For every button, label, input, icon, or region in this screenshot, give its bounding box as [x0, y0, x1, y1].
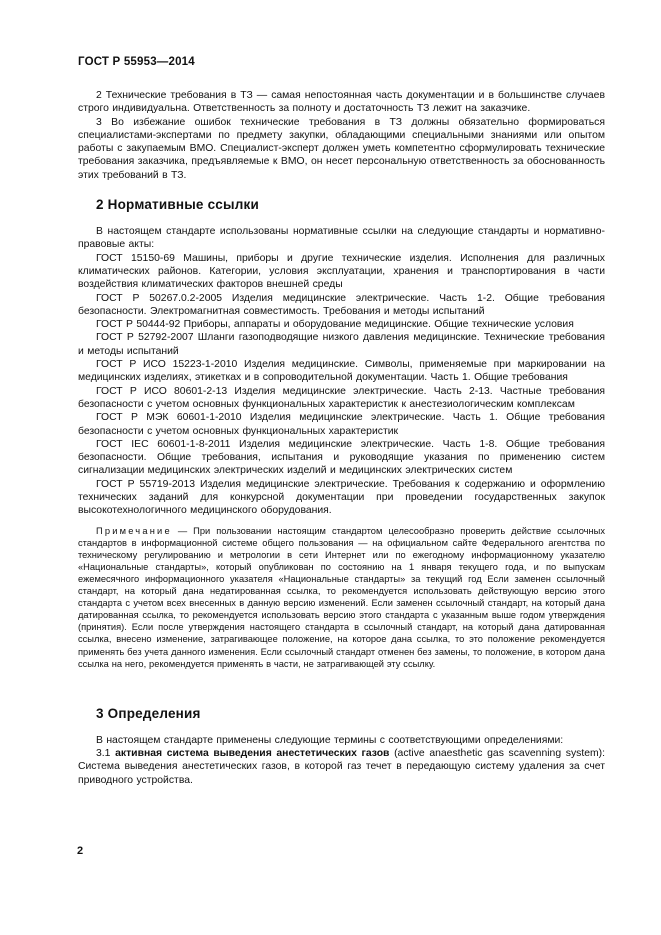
note-text: — При пользовании настоящим стандартом целесообразно проверить действие ссылочных стандартов в информационной системе общего пользования — на официальном сайте Федерального агентства по техническому регулированию и метрологии в сети Интернет или по ежегодному информационному указателю «Национальные стандарты», который опубликован по состоянию на 1 января текущего года, и по выпускам ежемесячного информационного указателя «Национальные стандарты» за текущий год Если заменен ссылочный стандарт, на который дана недатированная ссылка, то рекомендуется использовать действующую версию этого стандарта с учетом всех внесенных в данную версию изменений. Если заменен ссылочный стандарт, на который дана датированная ссылка, то рекомендуется использовать версию этого стандарта с указанным выше годом утверждения (принятия). Если после утверждения настоящего стандарта в ссылочный стандарт, на который дана датированная ссылка, внесено изменение, затрагивающее положение, на которое дана ссылка, то это положение рекомендуется применять без учета данного изменения. Если ссылочный стандарт отменен без замены, то положение, в котором дана ссылка на него, рекомендуется применять в части, не затрагивающей эту ссылку.: [78, 525, 605, 669]
intro-paragraph-2: 2 Технические требования в ТЗ — самая непостоянная часть документации и в большинстве случаев строго индивидуальна. Ответственность за полноту и достаточность ТЗ лежит на заказчике.: [78, 90, 605, 115]
term-definition-text: (active anaesthetic gas scavenning system): Система выведения анестетических газов, в которой газ течет в передающую систему удаления за счет приводного устройства.: [78, 748, 606, 786]
intro-paragraph-3: 3 Во избежание ошибок технические требования в ТЗ должны обязательно формироваться специалистами-экспертами по предмету закупки, обладающими специальными знаниями или опытом работы с закупаемым ВМО. Специалист-эксперт должен уметь компетентно сформулировать технические требования заказчика, предъявляемые к ВМО, он несет персональную ответственность за обоснованность этих требований в ТЗ.: [78, 116, 605, 181]
standard-reference: ГОСТ 15150-69 Машины, приборы и другие технические изделия. Исполнения для различных климатических районов. Категории, условия эксплуатации, хранения и транспортирования в части воздействия климатических факторов внешней среды: [78, 252, 605, 291]
section-3-intro: В настоящем стандарте применены следующие термины с соответствующими определениями:: [96, 734, 564, 746]
standard-reference: ГОСТ Р МЭК 60601-1-2010 Изделия медицинские электрические. Часть 1. Общие требования безопасности с учетом основных функциональных характеристик: [78, 412, 605, 437]
term-number: 3.1: [96, 748, 111, 760]
term-definition: [78, 747, 605, 787]
section-3-heading: 3 Определения: [96, 705, 201, 721]
standard-reference: ГОСТ Р 50267.0.2-2005 Изделия медицинские электрические. Часть 1-2. Общие требования безопасности. Электромагнитная совместимость. Требования и методы испытаний: [78, 292, 605, 317]
standard-reference: ГОСТ Р 52792-2007 Шланги газоподводящие низкого давления медицинские. Технические требования и методы испытаний: [78, 332, 605, 357]
standard-reference: ГОСТ Р ИСО 15223-1-2010 Изделия медицинские. Символы, применяемые при маркировании на медицинских изделиях, этикетках и в сопроводительной документации. Часть 1. Общие требования: [78, 359, 605, 384]
standard-reference: ГОСТ Р 55719-2013 Изделия медицинские электрические. Требования к содержанию и оформлению технических заданий для конкурсной документации при проведении государственных закупок высокотехнологичного медицинского оборудования.: [78, 478, 605, 517]
section-2-intro: В настоящем стандарте использованы нормативные ссылки на следующие стандарты и нормативно-правовые акты:: [78, 226, 605, 251]
page-number: 2: [77, 845, 84, 857]
section-2-heading: 2 Нормативные ссылки: [96, 197, 259, 213]
standard-reference: ГОСТ IEC 60601-1-8-2011 Изделия медицинские электрические. Часть 1-8. Общие требования безопасности. Общие требования, испытания и руководящие указания по применению систем сигнализации медицинских электрических изделий и медицинских электрических систем: [78, 438, 605, 477]
note-block: [78, 525, 605, 670]
running-header: ГОСТ Р 55953—2014: [78, 56, 195, 68]
standard-reference: ГОСТ Р 50444-92 Приборы, аппараты и оборудование медицинские. Общие технические условия: [96, 319, 574, 331]
term-name: активная система выведения анестетических газов: [115, 748, 390, 760]
note-label: Примечание: [96, 525, 172, 536]
standard-reference: ГОСТ Р ИСО 80601-2-13 Изделия медицинские электрические. Часть 2-13. Частные требования безопасности с учетом основных функциональных характеристик к анестезиологическим комплексам: [78, 385, 605, 410]
